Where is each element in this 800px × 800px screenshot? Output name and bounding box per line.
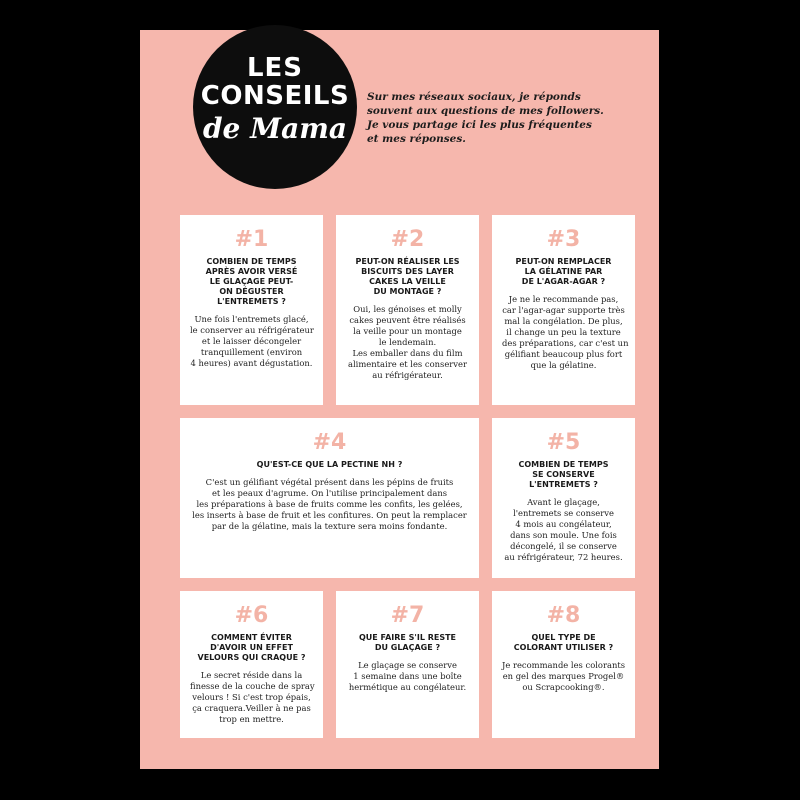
tip-answer: Avant le glaçage, l'entremets se conserve 4 mois au congélateur, dans son moule. Une fois décongelé, il se conserve au réfrigérateur, 72 heures.	[504, 497, 623, 562]
tip-card-5	[492, 418, 635, 578]
tip-question: COMBIEN DE TEMPS APRÈS AVOIR VERSÉ LE GLAÇAGE PEUT- ON DÉGUSTER L'ENTREMETS ?	[205, 257, 298, 306]
tip-question: QU'EST-CE QUE LA PECTINE NH ?	[256, 460, 403, 469]
intro-line: Sur mes réseaux sociaux, je réponds	[367, 91, 581, 103]
tip-card-1	[180, 215, 323, 405]
title-line-les: LES	[246, 53, 304, 83]
tip-answer: Je ne le recommande pas, car l'agar-agar supporte très mal la congélation. De plus, il change un peu la texture des préparations, car c'est un gélifiant beaucoup plus fort que la gélatine.	[502, 294, 629, 370]
tip-card-6	[180, 591, 323, 738]
intro-line: Je vous partage ici les plus fréquentes	[367, 119, 592, 131]
tip-answer: Oui, les génoises et molly cakes peuvent être réalisés la veille pour un montage le lendemain. Les emballer dans du film alimentaire et les conserver au réfrigérateur.	[348, 304, 467, 380]
tip-number: #2	[390, 227, 425, 252]
tip-question: COMBIEN DE TEMPS SE CONSERVE L'ENTREMETS ?	[518, 460, 609, 489]
intro-text	[367, 90, 607, 146]
tip-card-2	[336, 215, 479, 405]
intro-line: souvent aux questions de mes followers.	[367, 105, 604, 117]
tip-card-4	[180, 418, 479, 578]
tip-number: #1	[234, 227, 269, 252]
title-line-de-mama: de Mama	[202, 112, 348, 145]
tip-card-7	[336, 591, 479, 738]
tip-question: QUE FAIRE S'IL RESTE DU GLAÇAGE ?	[358, 633, 457, 652]
title-line-conseils: CONSEILS	[200, 81, 350, 111]
intro-line: et mes réponses.	[367, 133, 466, 145]
tip-answer: Le secret réside dans la finesse de la couche de spray velours ! Si c'est trop épais, ça craquera.Veiller à ne pas trop en mettre.	[190, 670, 315, 724]
tip-question: PEUT-ON RÉALISER LES BISCUITS DES LAYER CAKES LA VEILLE DU MONTAGE ?	[355, 257, 460, 296]
tip-answer: Une fois l'entremets glacé, le conserver au réfrigérateur et le laisser décongeler tranquillement (environ 4 heures) avant dégustation.	[190, 314, 314, 368]
tip-number: #6	[234, 603, 269, 628]
tip-number: #7	[390, 603, 425, 628]
tip-number: #4	[312, 430, 347, 455]
title-badge	[193, 25, 357, 189]
tip-answer: Je recommande les colorants en gel des marques Progel® ou Scrapcooking®.	[502, 660, 626, 692]
tip-answer: Le glaçage se conserve 1 semaine dans une boîte hermétique au congélateur.	[348, 660, 467, 692]
tip-question: PEUT-ON REMPLACER LA GÉLATINE PAR DE L'AGAR-AGAR ?	[515, 257, 612, 286]
tip-number: #8	[546, 603, 581, 628]
tip-card-8	[492, 591, 635, 738]
tip-number: #5	[546, 430, 581, 455]
tip-number: #3	[546, 227, 581, 252]
tip-question: COMMENT ÉVITER D'AVOIR UN EFFET VELOURS QUI CRAQUE ?	[197, 633, 306, 662]
tip-card-3	[492, 215, 635, 405]
tip-question: QUEL TYPE DE COLORANT UTILISER ?	[513, 633, 614, 652]
tip-answer: C'est un gélifiant végétal présent dans les pépins de fruits et les peaux d'agrume. On l'utilise principalement dans les préparations à base de fruits comme les confits, les gelées, les inserts à base de fruit et les confitures. On peut la remplacer par de la gélatine, mais la texture sera moins fondante.	[192, 477, 467, 531]
